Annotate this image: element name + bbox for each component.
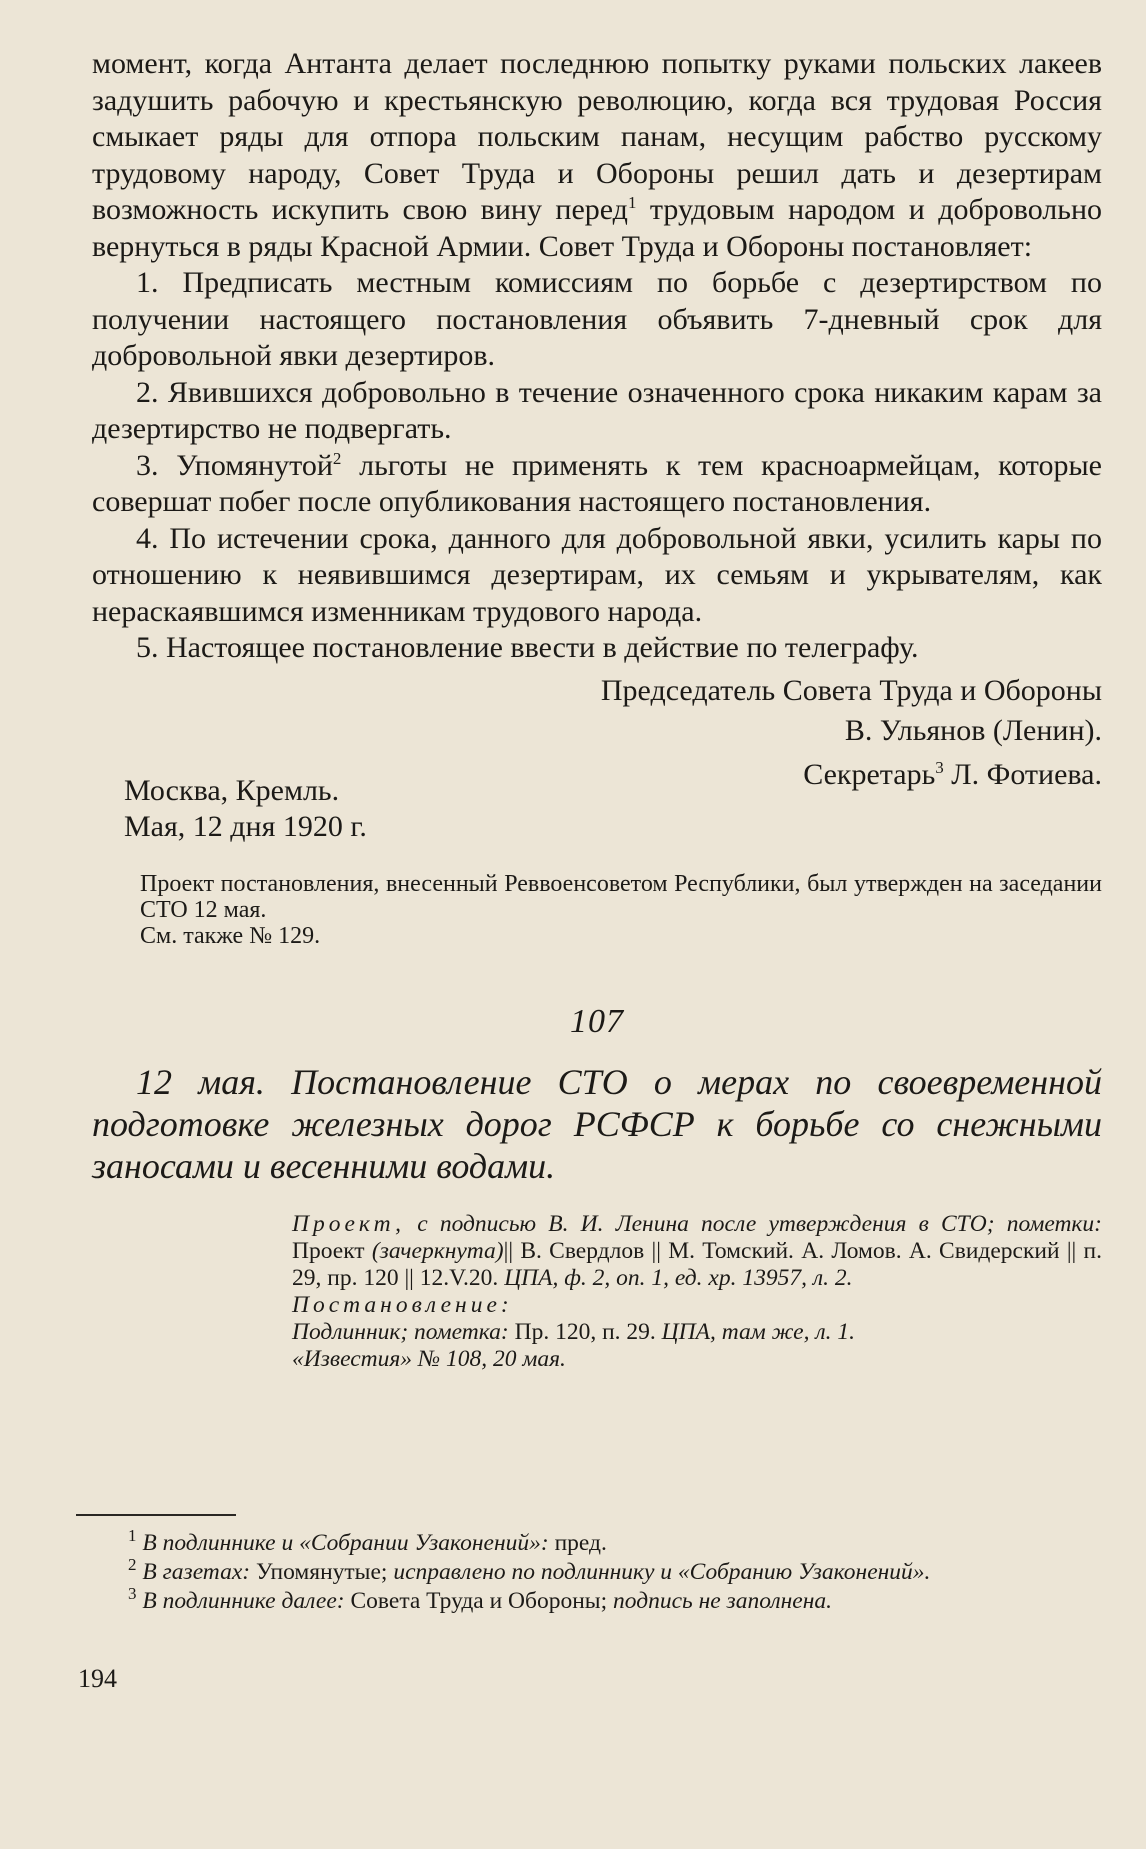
footnotes xyxy=(80,1526,1090,1617)
intro-text: момент, когда Антанта делает последнюю попытку руками польских лакеев задушить рабочую и крестьянскую революцию, когда вся трудовая Россия смыкает ряды для отпора польским панам, несущим рабство русскому трудовому народу, Совет Труда и Обороны решил дать и дезертирам возможность искупить свою вину перед xyxy=(92,47,1102,226)
chair-title: Председатель Совета Труда и Обороны xyxy=(600,673,1102,707)
page-number: 194 xyxy=(78,1664,117,1693)
source-3: Подлинник; пометка: Пр. 120, п. 29. ЦПА, там же, л. 1. xyxy=(292,1318,855,1345)
document-number: 107 xyxy=(570,1002,624,1040)
source-1: Проект, с подписью В. И. Ленина после утверждения в СТО; пометки: Проект (зачеркнута)|| В. Свердлов || М. Томский. А. Ломов. А. Свидерский || п. 29, пр. 120 || 12.V.20. ЦПА, ф. 2, оп. 1, ед. хр. 13957, л. 2. xyxy=(292,1210,1102,1291)
note-line-2: См. также № 129. xyxy=(140,922,321,949)
decree-item-5: 5. Настоящее постановление ввести в действие по телеграфу. xyxy=(136,631,919,664)
secretary-name: Л. Фотиева. xyxy=(943,757,1102,791)
place: Москва, Кремль. xyxy=(124,773,340,807)
archival-sources xyxy=(292,1211,1102,1373)
secretary-label: Секретарь xyxy=(803,757,936,791)
footnote-1: $^1$ В подлиннике и «Собрании Узаконений»: пред. xyxy=(128,1526,607,1556)
date: Мая, 12 дня 1920 г. xyxy=(124,809,367,843)
footnote-2: $^2$ В газетах: Упомянутые; исправлено по подлиннику и «Собранию Узаконений». xyxy=(128,1555,931,1585)
chair-name: В. Ульянов (Ленин). xyxy=(844,713,1102,747)
intro-tail: трудовым народом и добровольно вернуться в ряды Красной Армии. Совет Труда и Обороны постановляет: xyxy=(92,193,1102,263)
footnote-ref-1: 1 xyxy=(627,193,637,212)
footnote-ref-2: 2 xyxy=(332,448,342,468)
footnote-3: $^3$ В подлиннике далее: Совета Труда и Обороны; подпись не заполнена. xyxy=(128,1584,833,1614)
source-4: «Известия» № 108, 20 мая. xyxy=(292,1345,566,1372)
page-body xyxy=(92,46,1102,1373)
source-2: Постановление: xyxy=(292,1291,513,1318)
item-3-text-a: 3. Упомянутой xyxy=(136,448,333,482)
decree-item-1: 1. Предписать местным комиссиям по борьбе с дезертирством по получении настоящего постановления объявить 7-дневный срок для добровольной явки дезертиров. xyxy=(92,266,1102,372)
item-3-text-b: льготы не применять к тем красноармейцам, которые совершат побег после опубликования настоящего постановления. xyxy=(92,448,1102,518)
decree-item-3 xyxy=(92,448,1102,521)
document-title: 12 мая. Постановление СТО о мерах по своевременной подготовке железных дорог РСФСР к борьбе со снежными заносами и весенними водами. xyxy=(92,1061,1102,1186)
decree-item-2: 2. Явившихся добровольно в течение означенного срока никаким карам за дезертирство не подвергать. xyxy=(92,375,1102,445)
intro-paragraph xyxy=(92,46,1102,265)
footnote-ref-3: 3 xyxy=(935,757,944,777)
note-line-1: Проект постановления, внесенный Реввоенсоветом Республики, был утвержден на заседании СТО 12 мая. xyxy=(140,870,1102,923)
decree-item-4: 4. По истечении срока, данного для добровольной явки, усилить кары по отношению к неявившимся дезертирам, их семьям и укрывателям, как нераскаявшимся изменникам трудового народа. xyxy=(92,521,1102,628)
footnote-divider xyxy=(76,1514,236,1516)
editorial-note xyxy=(92,871,1102,949)
